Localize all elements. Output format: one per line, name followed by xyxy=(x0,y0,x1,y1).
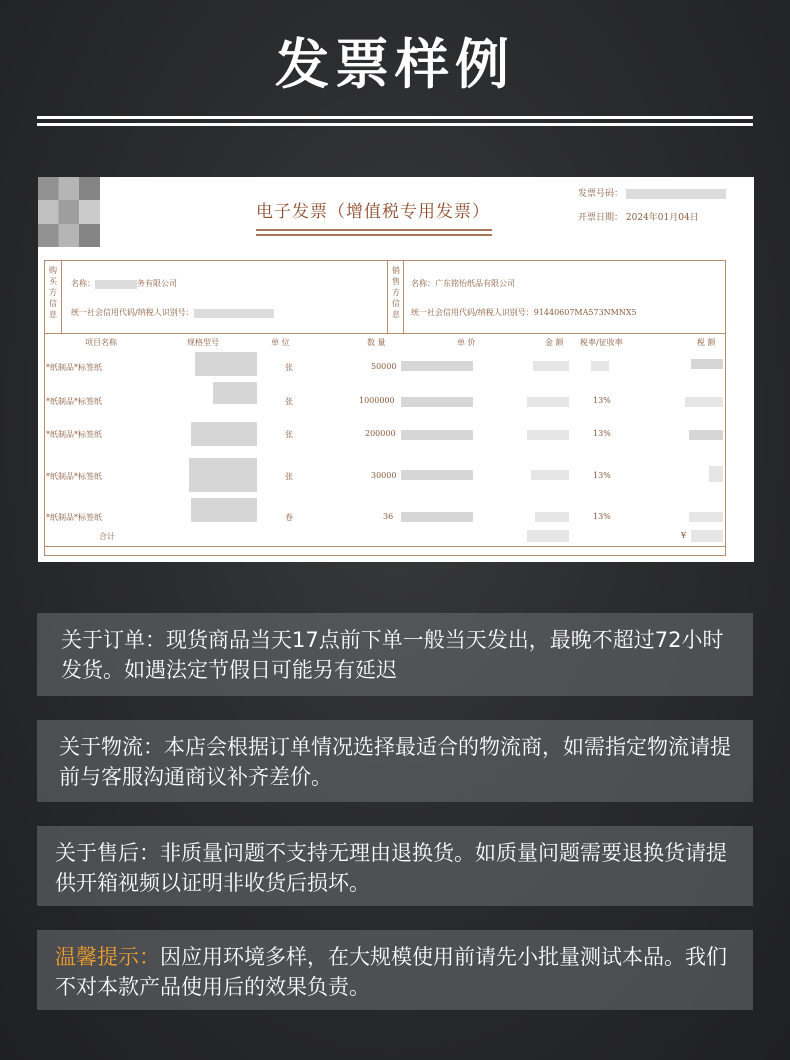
invoice-sample-image xyxy=(38,177,754,562)
buyer-tax-label: 统一社会信用代码/纳税人识别号： xyxy=(71,308,194,317)
invoice-items-table xyxy=(44,334,726,556)
total-label: 合计 xyxy=(99,532,115,541)
seller-tax-value: 91440607MA573NMNX5 xyxy=(533,308,637,317)
redacted-value xyxy=(591,361,609,371)
column-header: 单 位 xyxy=(271,338,290,347)
tip-notice-text: 因应用环境多样，在大规模使用前请先小批量测试本品。我们不对本款产品使用后的效果负责。 xyxy=(55,945,727,999)
column-header: 单 价 xyxy=(457,338,476,347)
redacted-value xyxy=(194,309,274,318)
item-tax-rate: 13% xyxy=(593,512,611,521)
item-quantity: 1000000 xyxy=(359,396,395,405)
buyer-tax-id xyxy=(71,307,274,318)
after-sales-notice-text: 非质量问题不支持无理由退换货。如质量问题需要退换货请提供开箱视频以证明非收货后损坏。 xyxy=(55,841,727,895)
qr-code-icon xyxy=(38,177,100,247)
seller-name xyxy=(411,278,515,289)
buyer-name-value: 务有限公司 xyxy=(137,279,177,288)
redacted-value xyxy=(95,280,137,289)
title-divider xyxy=(37,116,753,119)
item-unit: 张 xyxy=(285,430,293,439)
item-quantity: 30000 xyxy=(371,471,397,480)
redacted-value xyxy=(527,397,569,407)
invoice-title: 电子发票（增值税专用发票） xyxy=(256,202,490,222)
column-header: 金 额 xyxy=(545,338,564,347)
column-header: 项目名称 xyxy=(85,338,117,347)
total-divider xyxy=(45,546,725,547)
redacted-value xyxy=(691,359,723,369)
order-notice-label: 关于订单： xyxy=(61,628,166,652)
page-title: 发票样例 xyxy=(275,33,515,96)
tip-notice-card xyxy=(37,930,753,1010)
seller-name-value: 广东铭怡纸品有限公司 xyxy=(435,279,515,288)
item-unit: 张 xyxy=(285,472,293,481)
item-name: *纸制品*标签纸 xyxy=(46,363,102,372)
column-header: 税率/征收率 xyxy=(580,338,623,347)
logistics-notice-label: 关于物流： xyxy=(59,735,164,759)
redacted-value xyxy=(401,397,473,407)
redacted-value xyxy=(533,361,569,371)
redacted-value xyxy=(709,466,723,482)
buyer-name-label: 名称： xyxy=(71,279,95,288)
order-notice-card xyxy=(37,613,753,696)
invoice-date-label: 开票日期： xyxy=(578,213,624,223)
title-divider xyxy=(37,123,753,126)
redacted-value xyxy=(685,397,723,407)
column-header: 数 量 xyxy=(367,338,386,347)
item-quantity: 50000 xyxy=(371,362,397,371)
after-sales-notice-label: 关于售后： xyxy=(55,841,160,865)
redacted-value xyxy=(531,470,569,480)
item-name: *纸制品*标签纸 xyxy=(46,513,102,522)
item-unit: 张 xyxy=(285,363,293,372)
item-tax-rate: 13% xyxy=(593,471,611,480)
redacted-value xyxy=(195,352,257,376)
seller-name-label: 名称： xyxy=(411,279,435,288)
item-unit: 张 xyxy=(285,397,293,406)
redacted-value xyxy=(401,470,473,480)
currency-symbol: ¥ xyxy=(681,531,687,540)
buyer-name xyxy=(71,278,177,289)
redacted-value xyxy=(213,382,257,404)
item-quantity: 36 xyxy=(383,512,394,521)
invoice-date xyxy=(578,210,699,223)
redacted-value xyxy=(689,430,723,440)
redacted-value xyxy=(535,512,569,522)
order-notice-text: 现货商品当天17点前下单一般当天发出，最晚不超过72小时发货。如遇法定节假日可能另有延迟 xyxy=(61,628,724,682)
logistics-notice-card xyxy=(37,720,753,802)
redacted-value xyxy=(401,361,473,371)
redacted-value xyxy=(191,422,257,446)
redacted-value xyxy=(191,498,257,522)
seller-tax-id xyxy=(411,307,637,318)
logistics-notice-text: 本店会根据订单情况选择最适合的物流商，如需指定物流请提前与客服沟通商议补齐差价。 xyxy=(59,735,731,789)
redacted-value xyxy=(189,458,257,492)
item-tax-rate: 13% xyxy=(593,429,611,438)
item-tax-rate: 13% xyxy=(593,396,611,405)
redacted-value xyxy=(689,512,723,522)
item-name: *纸制品*标签纸 xyxy=(46,472,102,481)
item-unit: 卷 xyxy=(285,513,293,522)
seller-side-label: 销售方信息 xyxy=(392,266,400,319)
invoice-date-value: 2024年01月04日 xyxy=(625,213,699,223)
redacted-value xyxy=(401,430,473,440)
invoice-title-underline xyxy=(256,229,492,231)
buyer-seller-section xyxy=(44,260,726,334)
redacted-value xyxy=(691,530,723,542)
item-name: *纸制品*标签纸 xyxy=(46,397,102,406)
item-name: *纸制品*标签纸 xyxy=(46,430,102,439)
buyer-side-label: 购买方信息 xyxy=(49,266,57,319)
invoice-number xyxy=(578,186,726,199)
invoice-title-underline xyxy=(256,234,492,236)
tip-notice-label: 温馨提示： xyxy=(55,945,160,969)
column-header: 规格型号 xyxy=(187,338,219,347)
item-quantity: 200000 xyxy=(365,429,396,438)
redacted-value xyxy=(527,430,569,440)
redacted-value xyxy=(527,530,569,542)
after-sales-notice-card xyxy=(37,826,753,906)
redacted-value xyxy=(401,512,473,522)
seller-tax-label: 统一社会信用代码/纳税人识别号： xyxy=(411,308,534,317)
invoice-number-label: 发票号码： xyxy=(578,189,624,199)
column-header: 税 额 xyxy=(697,338,716,347)
redacted-value xyxy=(626,189,726,199)
